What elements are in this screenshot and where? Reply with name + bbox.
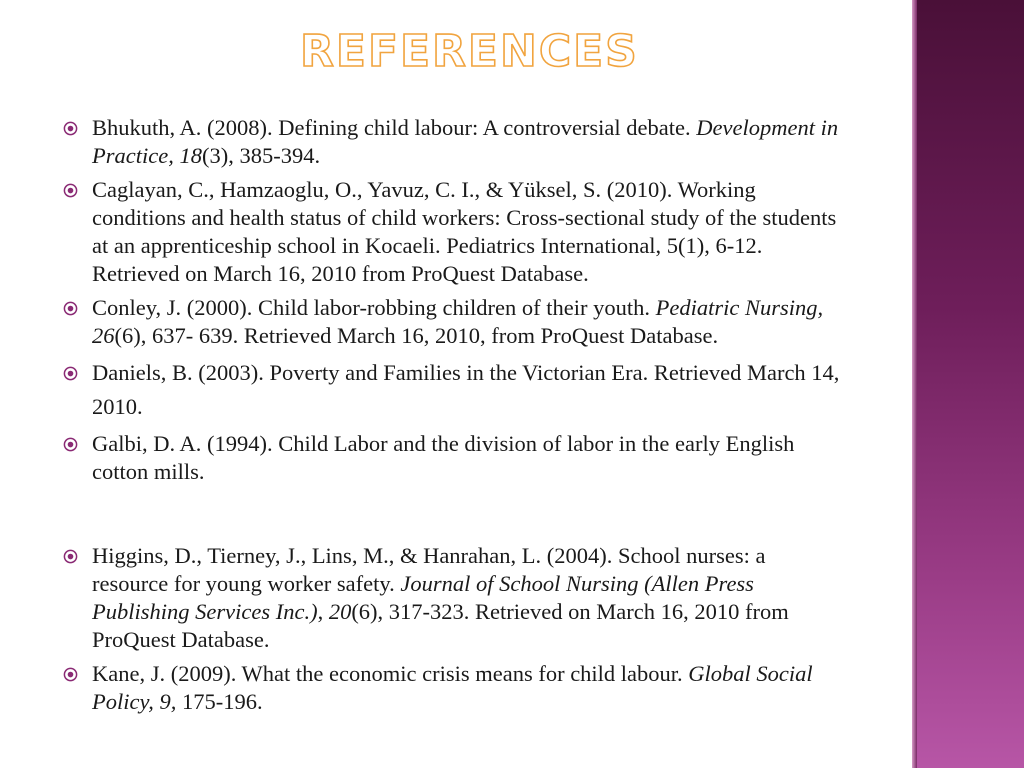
reference-italic-text: Development in Practice, 18 <box>92 115 839 168</box>
decorative-sidebar <box>912 0 1024 768</box>
circled-dot-icon <box>63 437 78 452</box>
reference-text: 175-196. <box>176 689 263 714</box>
reference-text: Caglayan, C., Hamzaoglu, O., Yavuz, C. I., & Yüksel, S. (2010). Working conditions and health status of child workers: Cross-sectional study of the students at an apprenticeship school in Kocaeli. Pediatrics International, 5(1), 6-12. Retrieved on March 16, 2010 from ProQuest Database. <box>92 177 837 286</box>
reference-item <box>60 542 840 654</box>
reference-text: Higgins, D., Tierney, J., Lins, M., & Hanrahan, L. (2004). School nurses: a resource for young worker safety. <box>92 543 766 596</box>
reference-text: (6), 637- 639. Retrieved March 16, 2010, from ProQuest Database. <box>114 323 719 348</box>
reference-text: Daniels, B. (2003). Poverty and Families in the Victorian Era. Retrieved March 14, 2010. <box>92 360 840 419</box>
reference-item <box>60 294 840 350</box>
reference-text: (6), 317-323. Retrieved on March 16, 2010 from ProQuest Database. <box>92 599 789 652</box>
circled-dot-icon <box>63 549 78 564</box>
reference-list <box>60 114 840 716</box>
sidebar-edge <box>912 0 917 768</box>
page-title: REFERENCES <box>300 26 639 77</box>
reference-text: , <box>317 599 329 624</box>
reference-italic-text: 20 <box>328 599 352 624</box>
reference-italic-text: Journal of School Nursing (Allen Press Publishing Services Inc.) <box>92 571 754 624</box>
reference-text: Galbi, D. A. (1994). Child Labor and the division of labor in the early English cotton mills. <box>92 431 795 484</box>
reference-text: Kane, J. (2009). What the economic crisis means for child labour. <box>92 661 689 686</box>
reference-item <box>60 176 840 288</box>
reference-item <box>60 660 840 716</box>
reference-italic-text: Pediatric Nursing, 26 <box>92 295 824 348</box>
reference-item <box>60 430 840 486</box>
reference-item <box>60 114 840 170</box>
circled-dot-icon <box>63 183 78 198</box>
circled-dot-icon <box>63 301 78 316</box>
circled-dot-icon <box>63 121 78 136</box>
reference-text: Bhukuth, A. (2008). Defining child labour: A controversial debate. <box>92 115 697 140</box>
circled-dot-icon <box>63 667 78 682</box>
reference-italic-text: Global Social Policy, 9, <box>92 661 813 714</box>
reference-text: (3), 385-394. <box>201 143 321 168</box>
circled-dot-icon <box>63 366 78 381</box>
reference-text: Conley, J. (2000). Child labor-robbing children of their youth. <box>92 295 656 320</box>
reference-item <box>60 356 840 424</box>
